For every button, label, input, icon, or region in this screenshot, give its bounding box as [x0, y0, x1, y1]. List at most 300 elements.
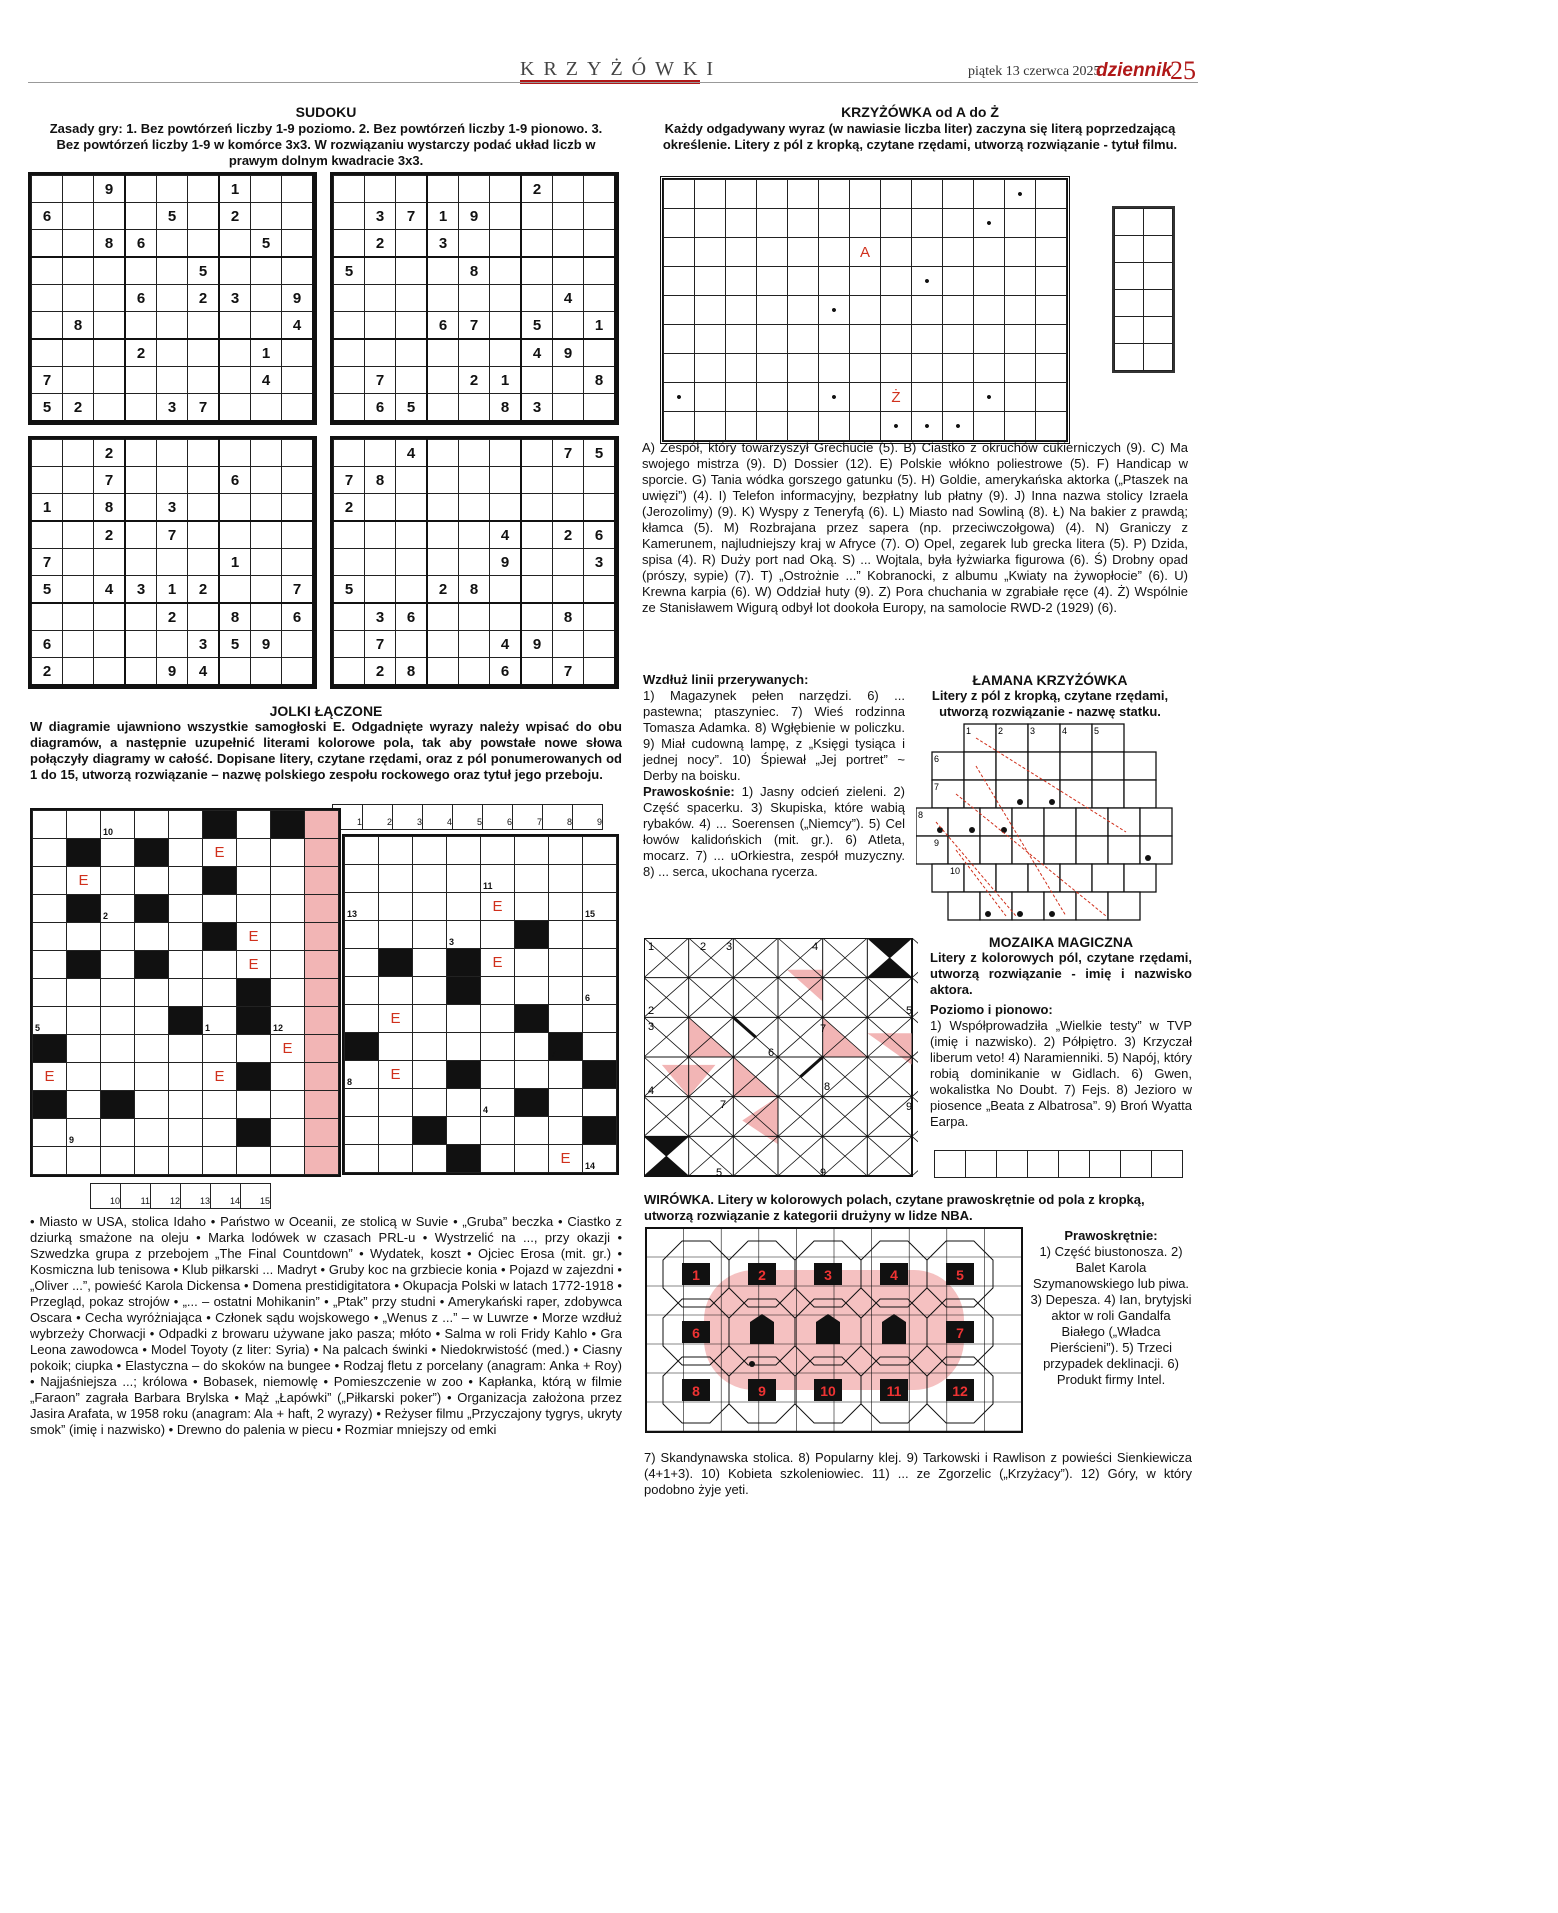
sudoku-cell[interactable] [251, 257, 282, 285]
solution-cell[interactable] [483, 805, 513, 830]
sudoku-cell[interactable] [459, 494, 490, 522]
sudoku-cell[interactable]: 9 [157, 658, 188, 686]
jolki-cell[interactable] [305, 1091, 339, 1119]
atoz-cell[interactable] [974, 180, 1005, 209]
jolki-cell[interactable] [169, 839, 203, 867]
sudoku-cell[interactable] [553, 576, 584, 604]
jolki-cell[interactable] [237, 811, 271, 839]
jolki-cell[interactable] [305, 867, 339, 895]
jolki-cell[interactable] [237, 867, 271, 895]
sudoku-cell[interactable] [427, 367, 459, 394]
atoz-cell[interactable] [1005, 354, 1036, 383]
jolki-cell[interactable] [237, 1035, 271, 1063]
jolki-cell[interactable] [33, 1007, 67, 1035]
jolki-cell[interactable] [447, 1005, 481, 1033]
sudoku-cell[interactable]: 7 [282, 576, 314, 604]
atoz-solution-cell[interactable] [1115, 290, 1144, 317]
sudoku-cell[interactable]: 7 [157, 521, 188, 549]
jolki-cell[interactable] [583, 865, 617, 893]
sudoku-cell[interactable] [459, 521, 490, 549]
jolki-cell[interactable] [549, 949, 583, 977]
sudoku-cell[interactable] [334, 440, 365, 467]
sudoku-cell[interactable]: 6 [125, 230, 157, 258]
sudoku-cell[interactable] [63, 203, 94, 230]
lamana-cell[interactable] [1012, 836, 1044, 864]
atoz-cell[interactable] [1036, 267, 1067, 296]
jolki-cell[interactable] [271, 1119, 305, 1147]
sudoku-cell[interactable] [584, 603, 616, 631]
solution-cell[interactable] [121, 1184, 151, 1209]
sudoku-cell[interactable] [157, 230, 188, 258]
sudoku-cell[interactable]: 5 [584, 440, 616, 467]
jolki-cell[interactable] [379, 977, 413, 1005]
sudoku-cell[interactable] [188, 312, 220, 340]
atoz-cell[interactable] [850, 383, 881, 412]
atoz-cell[interactable] [943, 412, 974, 441]
sudoku-cell[interactable] [396, 521, 428, 549]
sudoku-cell[interactable] [32, 312, 63, 340]
lamana-cell[interactable] [1028, 752, 1060, 780]
sudoku-cell[interactable]: 2 [553, 521, 584, 549]
jolki-cell[interactable] [33, 951, 67, 979]
jolki-cell[interactable] [169, 811, 203, 839]
sudoku-cell[interactable] [32, 440, 63, 467]
jolki-cell[interactable] [135, 1091, 169, 1119]
jolki-cell[interactable] [345, 865, 379, 893]
jolki-cell[interactable]: E [379, 1005, 413, 1033]
sudoku-cell[interactable] [553, 257, 584, 285]
sudoku-cell[interactable] [427, 494, 459, 522]
atoz-cell[interactable] [881, 354, 912, 383]
atoz-cell[interactable] [943, 238, 974, 267]
sudoku-cell[interactable] [63, 285, 94, 312]
sudoku-cell[interactable] [94, 631, 126, 658]
sudoku-cell[interactable] [282, 658, 314, 686]
sudoku-cell[interactable] [125, 440, 157, 467]
atoz-solution-cell[interactable] [1144, 236, 1173, 263]
lamana-cell[interactable] [1108, 808, 1140, 836]
sudoku-cell[interactable] [396, 285, 428, 312]
sudoku-cell[interactable] [521, 603, 553, 631]
sudoku-cell[interactable] [32, 467, 63, 494]
atoz-cell[interactable] [695, 296, 726, 325]
sudoku-cell[interactable] [365, 339, 396, 367]
solution-cell[interactable] [151, 1184, 181, 1209]
jolki-cell[interactable] [515, 1117, 549, 1145]
sudoku-cell[interactable]: 8 [94, 230, 126, 258]
atoz-cell[interactable] [819, 267, 850, 296]
jolki-cell[interactable] [135, 923, 169, 951]
sudoku-cell[interactable] [282, 394, 314, 422]
sudoku-cell[interactable] [396, 367, 428, 394]
atoz-cell[interactable] [726, 238, 757, 267]
jolki-cell[interactable] [169, 1147, 203, 1175]
jolki-cell[interactable] [583, 893, 617, 921]
jolki-cell[interactable] [413, 921, 447, 949]
jolki-cell[interactable] [515, 949, 549, 977]
jolki-cell[interactable] [481, 1117, 515, 1145]
jolki-cell[interactable] [33, 923, 67, 951]
sudoku-cell[interactable] [251, 203, 282, 230]
sudoku-cell[interactable] [521, 467, 553, 494]
jolki-cell[interactable] [515, 865, 549, 893]
sudoku-cell[interactable] [282, 176, 314, 203]
lamana-cell[interactable] [1108, 892, 1140, 920]
sudoku-cell[interactable] [334, 521, 365, 549]
atoz-cell[interactable] [974, 267, 1005, 296]
atoz-cell[interactable] [912, 354, 943, 383]
jolki-cell[interactable] [203, 979, 237, 1007]
atoz-cell[interactable] [1036, 354, 1067, 383]
sudoku-cell[interactable]: 7 [334, 467, 365, 494]
atoz-cell[interactable] [943, 209, 974, 238]
jolki-cell[interactable] [413, 1089, 447, 1117]
lamana-cell[interactable] [1092, 780, 1124, 808]
sudoku-cell[interactable]: 4 [251, 367, 282, 394]
sudoku-cell[interactable] [490, 467, 522, 494]
jolki-cell[interactable] [67, 923, 101, 951]
sudoku-cell[interactable]: 5 [219, 631, 251, 658]
lamana-cell[interactable] [1076, 808, 1108, 836]
sudoku-cell[interactable]: 2 [32, 658, 63, 686]
sudoku-cell[interactable] [553, 549, 584, 576]
atoz-cell[interactable] [664, 180, 695, 209]
atoz-cell[interactable] [1036, 412, 1067, 441]
sudoku-cell[interactable]: 9 [251, 631, 282, 658]
atoz-cell[interactable] [695, 180, 726, 209]
jolki-cell[interactable] [447, 893, 481, 921]
sudoku-cell[interactable] [427, 631, 459, 658]
sudoku-cell[interactable]: 2 [188, 285, 220, 312]
sudoku-cell[interactable]: 7 [188, 394, 220, 422]
sudoku-cell[interactable] [521, 230, 553, 258]
jolki-cell[interactable]: E [33, 1063, 67, 1091]
jolki-cell[interactable] [379, 865, 413, 893]
sudoku-cell[interactable] [334, 312, 365, 340]
atoz-cell[interactable] [788, 180, 819, 209]
jolki-cell[interactable] [549, 1117, 583, 1145]
sudoku-cell[interactable]: 7 [94, 467, 126, 494]
jolki-cell[interactable] [101, 811, 135, 839]
jolki-cell[interactable] [271, 1007, 305, 1035]
sudoku-cell[interactable] [32, 285, 63, 312]
jolki-cell[interactable] [481, 1033, 515, 1061]
sudoku-cell[interactable] [396, 257, 428, 285]
atoz-cell[interactable] [1005, 383, 1036, 412]
jolki-cell[interactable] [413, 977, 447, 1005]
jolki-cell[interactable] [33, 1119, 67, 1147]
sudoku-cell[interactable] [125, 521, 157, 549]
jolki-cell[interactable] [101, 1063, 135, 1091]
jolki-cell[interactable] [67, 1091, 101, 1119]
atoz-cell[interactable] [726, 267, 757, 296]
sudoku-cell[interactable]: 5 [251, 230, 282, 258]
atoz-cell[interactable] [819, 180, 850, 209]
jolki-cell[interactable] [135, 1119, 169, 1147]
atoz-cell[interactable] [1036, 296, 1067, 325]
sudoku-cell[interactable] [553, 312, 584, 340]
sudoku-cell[interactable] [94, 658, 126, 686]
jolki-cell[interactable] [549, 1089, 583, 1117]
sudoku-cell[interactable] [521, 494, 553, 522]
lamana-cell[interactable] [996, 780, 1028, 808]
atoz-cell[interactable] [788, 412, 819, 441]
sudoku-cell[interactable] [94, 257, 126, 285]
jolki-cell[interactable] [33, 1147, 67, 1175]
jolki-cell[interactable] [271, 923, 305, 951]
sudoku-cell[interactable]: 4 [490, 521, 522, 549]
jolki-cell[interactable] [345, 893, 379, 921]
sudoku-cell[interactable] [94, 339, 126, 367]
sudoku-cell[interactable] [396, 176, 428, 203]
sudoku-cell[interactable]: 2 [334, 494, 365, 522]
atoz-cell[interactable] [1036, 238, 1067, 267]
atoz-solution-cell[interactable] [1115, 317, 1144, 344]
sudoku-cell[interactable] [521, 367, 553, 394]
jolki-cell[interactable] [271, 1091, 305, 1119]
sudoku-cell[interactable]: 1 [427, 203, 459, 230]
sudoku-cell[interactable] [188, 521, 220, 549]
atoz-cell[interactable] [726, 383, 757, 412]
sudoku-cell[interactable] [490, 285, 522, 312]
sudoku-cell[interactable] [521, 285, 553, 312]
sudoku-cell[interactable]: 3 [584, 549, 616, 576]
atoz-cell[interactable] [695, 209, 726, 238]
sudoku-cell[interactable] [63, 367, 94, 394]
jolki-cell[interactable] [33, 811, 67, 839]
sudoku-cell[interactable] [365, 257, 396, 285]
jolki-cell[interactable] [447, 921, 481, 949]
sudoku-cell[interactable] [490, 576, 522, 604]
sudoku-cell[interactable]: 2 [188, 576, 220, 604]
atoz-cell[interactable] [943, 296, 974, 325]
mozaika-solution-cell[interactable] [966, 1151, 997, 1178]
sudoku-cell[interactable] [365, 521, 396, 549]
lamana-cell[interactable] [1044, 808, 1076, 836]
atoz-cell[interactable] [757, 354, 788, 383]
sudoku-cell[interactable] [282, 494, 314, 522]
lamana-cell[interactable] [996, 864, 1028, 892]
sudoku-cell[interactable]: 5 [188, 257, 220, 285]
atoz-cell[interactable] [881, 412, 912, 441]
sudoku-cell[interactable]: 9 [459, 203, 490, 230]
lamana-cell[interactable] [1028, 864, 1060, 892]
atoz-cell[interactable] [1005, 412, 1036, 441]
sudoku-cell[interactable] [219, 367, 251, 394]
sudoku-cell[interactable] [427, 394, 459, 422]
atoz-cell[interactable] [757, 383, 788, 412]
atoz-cell[interactable] [819, 209, 850, 238]
sudoku-cell[interactable]: 2 [427, 576, 459, 604]
sudoku-cell[interactable]: 9 [553, 339, 584, 367]
jolki-cell[interactable] [447, 865, 481, 893]
sudoku-cell[interactable] [219, 312, 251, 340]
sudoku-cell[interactable] [584, 230, 616, 258]
sudoku-cell[interactable] [427, 440, 459, 467]
solution-cell[interactable] [393, 805, 423, 830]
jolki-cell[interactable] [583, 949, 617, 977]
sudoku-cell[interactable] [427, 658, 459, 686]
atoz-cell[interactable] [1036, 209, 1067, 238]
sudoku-cell[interactable] [94, 203, 126, 230]
jolki-cell[interactable] [379, 1117, 413, 1145]
atoz-cell[interactable] [757, 180, 788, 209]
sudoku-cell[interactable] [251, 603, 282, 631]
atoz-cell[interactable] [912, 383, 943, 412]
sudoku-cell[interactable] [521, 576, 553, 604]
sudoku-cell[interactable] [459, 603, 490, 631]
sudoku-cell[interactable]: 5 [334, 576, 365, 604]
atoz-cell[interactable] [912, 209, 943, 238]
jolki-cell[interactable] [169, 1091, 203, 1119]
sudoku-cell[interactable] [365, 576, 396, 604]
atoz-cell[interactable] [757, 267, 788, 296]
jolki-cell[interactable] [345, 1061, 379, 1089]
sudoku-cell[interactable] [490, 176, 522, 203]
atoz-cell[interactable] [664, 354, 695, 383]
jolki-cell[interactable] [169, 867, 203, 895]
solution-cell[interactable] [423, 805, 453, 830]
jolki-cell[interactable] [345, 1089, 379, 1117]
sudoku-cell[interactable] [282, 203, 314, 230]
jolki-cell[interactable] [413, 1033, 447, 1061]
atoz-cell[interactable]: A [850, 238, 881, 267]
sudoku-cell[interactable]: 4 [188, 658, 220, 686]
sudoku-cell[interactable] [490, 230, 522, 258]
jolki-cell[interactable] [413, 949, 447, 977]
jolki-cell[interactable] [345, 921, 379, 949]
atoz-cell[interactable] [850, 412, 881, 441]
atoz-cell[interactable] [1036, 383, 1067, 412]
atoz-cell[interactable] [664, 238, 695, 267]
sudoku-cell[interactable]: 2 [219, 203, 251, 230]
jolki-cell[interactable] [549, 865, 583, 893]
jolki-cell[interactable] [549, 921, 583, 949]
sudoku-cell[interactable] [427, 339, 459, 367]
jolki-cell[interactable] [169, 1119, 203, 1147]
sudoku-cell[interactable] [282, 440, 314, 467]
atoz-cell[interactable] [788, 267, 819, 296]
atoz-cell[interactable] [881, 325, 912, 354]
sudoku-cell[interactable]: 7 [365, 367, 396, 394]
solution-cell[interactable] [543, 805, 573, 830]
jolki-cell[interactable] [101, 867, 135, 895]
sudoku-cell[interactable] [251, 549, 282, 576]
atoz-cell[interactable] [850, 267, 881, 296]
sudoku-cell[interactable]: 7 [459, 312, 490, 340]
jolki-cell[interactable] [305, 923, 339, 951]
lamana-cell[interactable] [1108, 836, 1140, 864]
sudoku-cell[interactable]: 6 [32, 631, 63, 658]
sudoku-cell[interactable] [334, 230, 365, 258]
jolki-cell[interactable] [413, 1005, 447, 1033]
atoz-cell[interactable] [788, 238, 819, 267]
mozaika-solution-cell[interactable] [1121, 1151, 1152, 1178]
atoz-cell[interactable] [819, 412, 850, 441]
jolki-cell[interactable] [33, 839, 67, 867]
sudoku-cell[interactable]: 2 [63, 394, 94, 422]
atoz-cell[interactable] [943, 383, 974, 412]
jolki-cell[interactable] [135, 1007, 169, 1035]
lamana-cell[interactable] [1076, 836, 1108, 864]
sudoku-cell[interactable]: 4 [282, 312, 314, 340]
sudoku-cell[interactable]: 4 [94, 576, 126, 604]
atoz-cell[interactable] [943, 354, 974, 383]
sudoku-cell[interactable] [334, 285, 365, 312]
sudoku-cell[interactable] [219, 339, 251, 367]
sudoku-cell[interactable]: 1 [490, 367, 522, 394]
sudoku-cell[interactable] [125, 603, 157, 631]
sudoku-cell[interactable] [188, 467, 220, 494]
sudoku-cell[interactable]: 8 [459, 576, 490, 604]
jolki-cell[interactable] [447, 837, 481, 865]
sudoku-cell[interactable] [251, 285, 282, 312]
sudoku-cell[interactable] [553, 394, 584, 422]
sudoku-cell[interactable]: 4 [553, 285, 584, 312]
jolki-cell[interactable] [271, 979, 305, 1007]
atoz-cell[interactable] [757, 412, 788, 441]
sudoku-cell[interactable] [396, 339, 428, 367]
sudoku-cell[interactable] [459, 440, 490, 467]
jolki-cell[interactable] [271, 951, 305, 979]
sudoku-cell[interactable] [490, 339, 522, 367]
sudoku-cell[interactable] [427, 549, 459, 576]
atoz-cell[interactable] [726, 412, 757, 441]
sudoku-cell[interactable] [334, 176, 365, 203]
atoz-cell[interactable] [974, 238, 1005, 267]
jolki-cell[interactable] [67, 979, 101, 1007]
atoz-solution-cell[interactable] [1115, 236, 1144, 263]
atoz-cell[interactable] [726, 354, 757, 383]
atoz-cell[interactable] [788, 383, 819, 412]
jolki-cell[interactable] [203, 1119, 237, 1147]
sudoku-cell[interactable] [94, 367, 126, 394]
sudoku-cell[interactable] [427, 603, 459, 631]
sudoku-cell[interactable] [396, 494, 428, 522]
sudoku-cell[interactable] [396, 576, 428, 604]
sudoku-cell[interactable] [334, 339, 365, 367]
sudoku-cell[interactable]: 1 [32, 494, 63, 522]
sudoku-cell[interactable] [521, 521, 553, 549]
sudoku-cell[interactable]: 8 [553, 603, 584, 631]
jolki-cell[interactable] [413, 1145, 447, 1173]
mozaika-solution-cell[interactable] [935, 1151, 966, 1178]
lamana-cell[interactable] [948, 892, 980, 920]
sudoku-cell[interactable]: 2 [157, 603, 188, 631]
jolki-cell[interactable] [271, 1063, 305, 1091]
sudoku-cell[interactable] [125, 312, 157, 340]
sudoku-cell[interactable] [584, 176, 616, 203]
jolki-cell[interactable] [413, 893, 447, 921]
jolki-cell[interactable] [271, 839, 305, 867]
sudoku-cell[interactable] [219, 494, 251, 522]
sudoku-cell[interactable] [553, 203, 584, 230]
sudoku-cell[interactable] [251, 576, 282, 604]
lamana-cell[interactable] [1060, 864, 1092, 892]
jolki-cell[interactable] [101, 1119, 135, 1147]
sudoku-cell[interactable] [459, 658, 490, 686]
jolki-cell[interactable] [345, 1145, 379, 1173]
sudoku-cell[interactable] [188, 440, 220, 467]
sudoku-cell[interactable] [125, 658, 157, 686]
jolki-cell[interactable] [549, 1005, 583, 1033]
jolki-cell[interactable] [305, 1007, 339, 1035]
lamana-cell[interactable] [964, 864, 996, 892]
sudoku-cell[interactable]: 3 [365, 603, 396, 631]
sudoku-cell[interactable] [396, 549, 428, 576]
jolki-cell[interactable] [203, 1147, 237, 1175]
jolki-cell[interactable] [515, 837, 549, 865]
